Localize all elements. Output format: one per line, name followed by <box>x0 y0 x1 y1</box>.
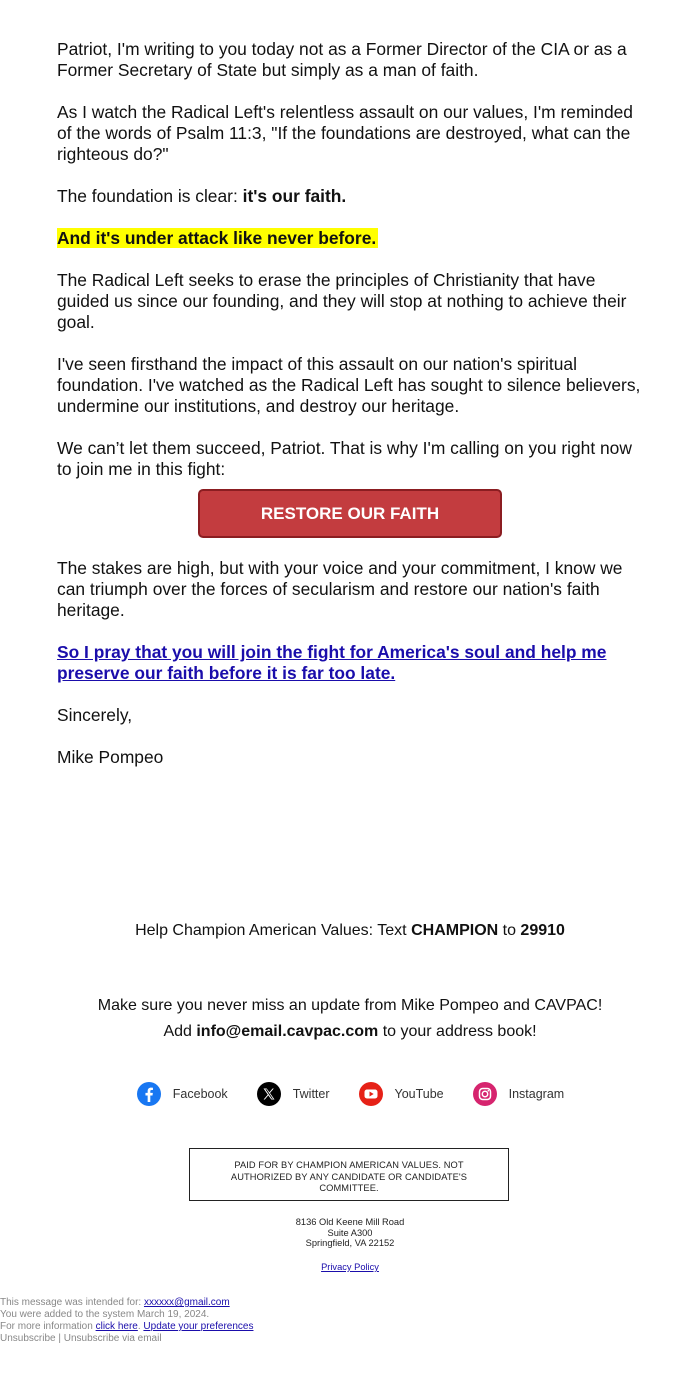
champ-mid: to <box>498 922 521 939</box>
intended-line <box>0 1297 253 1309</box>
added-line: You were added to the system March 19, 2024. <box>0 1309 210 1320</box>
add-post: to your address book! <box>378 1023 537 1040</box>
intended-pre: This message was intended for: <box>0 1297 144 1308</box>
paragraph-stakes: The stakes are high, but with your voice and your commitment, I know we can triumph over the forces of secularism and restore our nation's faith heritage. <box>57 558 623 620</box>
restore-our-faith-button[interactable]: RESTORE OUR FAITH <box>198 489 502 538</box>
address-line-2: Suite A300 <box>327 1227 373 1238</box>
update-preferences-link[interactable]: Update your preferences <box>143 1321 254 1332</box>
instagram-icon <box>472 1081 498 1107</box>
cta-wrapper <box>57 489 647 538</box>
paragraph-firsthand: I've seen firsthand the impact of this assault on our nation's spiritual foundation. I've watched as the Radical Left has sought to silence believers, undermine our institutions, and destroy our heritage. <box>57 354 641 416</box>
youtube-icon <box>358 1081 384 1107</box>
champ-keyword: CHAMPION <box>411 922 499 939</box>
paragraph-intro: Patriot, I'm writing to you today not as a Former Director of the CIA or as a Former Secretary of State but simply as a man of faith. <box>57 39 627 80</box>
more-sep: . <box>137 1321 144 1332</box>
click-here-link[interactable]: click here <box>95 1321 138 1332</box>
x-twitter-icon <box>256 1081 282 1107</box>
champ-pre: Help Champion American Values: Text <box>135 922 412 939</box>
social-links <box>0 1081 700 1107</box>
add-pre: Add <box>163 1023 197 1040</box>
signature: Mike Pompeo <box>57 747 164 767</box>
foundation-text: The foundation is clear: <box>57 186 243 206</box>
twitter-label: Twitter <box>292 1087 330 1101</box>
add-email-line <box>0 1019 700 1045</box>
paragraph-psalm: As I watch the Radical Left's relentless assault on our values, I'm reminded of the words of Psalm 11:3, "If the foundations are destroyed, what can the righteous do?" <box>57 102 633 164</box>
address-line-1: 8136 Old Keene Mill Road <box>295 1217 405 1227</box>
address-line-3: Springfield, VA 22152 <box>305 1238 395 1248</box>
facebook-label: Facebook <box>172 1087 228 1101</box>
youtube-label: YouTube <box>394 1087 444 1101</box>
paragraph-call: We can’t let them succeed, Patriot. That is why I'm calling on you right now to join me in this fight: <box>57 438 632 479</box>
unsubscribe-line[interactable]: Unsubscribe | Unsubscribe via email <box>0 1333 162 1344</box>
highlighted-attack-text: And it's under attack like never before. <box>57 228 377 248</box>
recipient-email-link[interactable]: xxxxxx@gmail.com <box>143 1297 230 1308</box>
social-twitter[interactable] <box>256 1081 330 1107</box>
instagram-label: Instagram <box>508 1087 565 1101</box>
privacy-wrapper <box>0 1262 700 1272</box>
privacy-policy-link[interactable]: Privacy Policy <box>321 1262 379 1272</box>
update-line: Make sure you never miss an update from Mike Pompeo and CAVPAC! <box>97 997 603 1014</box>
paragraph-foundation <box>57 186 647 207</box>
paragraph-attack <box>57 228 647 249</box>
social-instagram[interactable] <box>472 1081 565 1107</box>
more-pre: For more information <box>0 1321 96 1332</box>
pray-join-link[interactable]: So I pray that you will join the fight for America's soul and help me preserve our faith before it is far too late. <box>57 642 607 683</box>
text-champion-line <box>0 922 700 940</box>
facebook-icon <box>136 1081 162 1107</box>
delivery-metadata <box>0 1297 253 1345</box>
signoff: Sincerely, <box>57 705 133 725</box>
paid-for-disclaimer: PAID FOR BY CHAMPION AMERICAN VALUES. NOT AUTHORIZED BY ANY CANDIDATE OR CANDIDATE'S COMMITTEE. <box>189 1148 509 1201</box>
social-facebook[interactable] <box>136 1081 228 1107</box>
sender-email: info@email.cavpac.com <box>196 1023 379 1040</box>
foundation-bold: it's our faith. <box>242 186 347 206</box>
paragraph-pray <box>57 642 647 684</box>
more-info-line <box>0 1321 253 1333</box>
mailing-address <box>0 1217 700 1249</box>
champ-number: 29910 <box>520 922 565 939</box>
email-body <box>57 39 647 789</box>
paragraph-radical-left: The Radical Left seeks to erase the principles of Christianity that have guided us since our founding, and they will stop at nothing to achieve their goal. <box>57 270 627 332</box>
address-book-notice <box>0 993 700 1045</box>
social-youtube[interactable] <box>358 1081 444 1107</box>
